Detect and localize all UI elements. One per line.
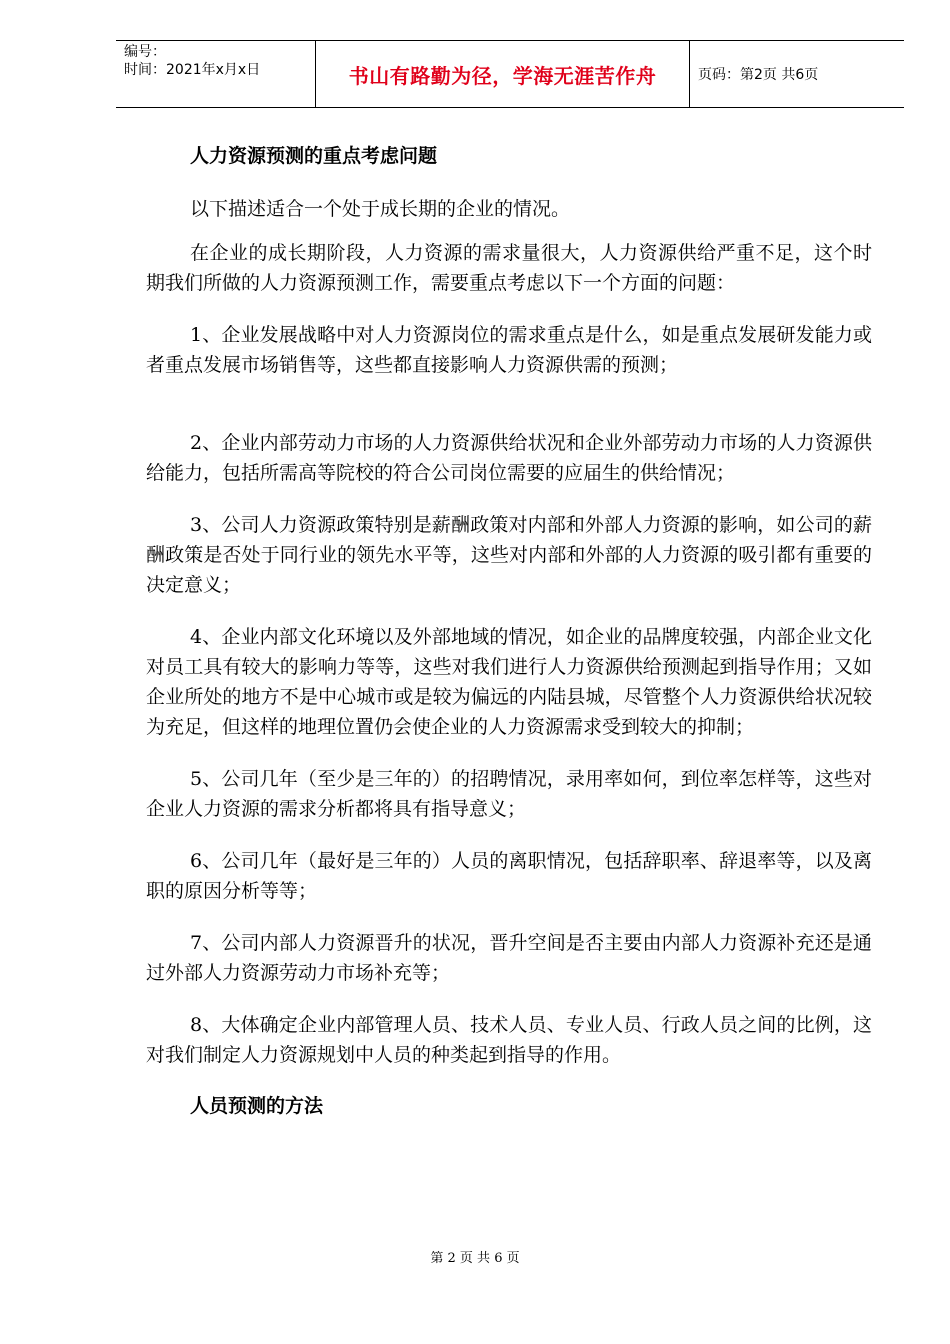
paragraph: 以下描述适合一个处于成长期的企业的情况。 — [190, 198, 571, 220]
header-page-info: 页码：第2页 共6页 — [698, 67, 819, 83]
page-header — [116, 40, 904, 108]
paragraph: 8、大体确定企业内部管理人员、技术人员、专业人员、行政人员之间的比例，这对我们制定人力资源规划中人员的种类起到指导的作用。 — [146, 1014, 872, 1066]
paragraph: 6、公司几年（最好是三年的）人员的离职情况，包括辞职率、辞退率等，以及离职的原因分析等等； — [146, 850, 872, 902]
header-meta — [116, 41, 316, 107]
paragraph: 3、公司人力资源政策特别是薪酬政策对内部和外部人力资源的影响，如公司的薪酬政策是否处于同行业的领先水平等，这些对内部和外部的人力资源的吸引都有重要的决定意义； — [146, 514, 872, 596]
section-heading: 人力资源预测的重点考虑问题 — [190, 145, 438, 167]
paragraph: 在企业的成长期阶段，人力资源的需求量很大，人力资源供给严重不足，这个时期我们所做的人力资源预测工作，需要重点考虑以下一个方面的问题： — [146, 242, 872, 294]
time-label: 时间：2021年x月x日 — [124, 62, 261, 78]
number-label: 编号： — [124, 44, 166, 60]
paragraph: 4、企业内部文化环境以及外部地域的情况，如企业的品牌度较强，内部企业文化对员工具有较大的影响力等等，这些对我们进行人力资源供给预测起到指导作用；又如企业所处的地方不是中心城市或是较为偏远的内陆县城，尽管整个人力资源供给状况较为充足，但这样的地理位置仍会使企业的人力资源需求受到较大的抑制； — [146, 626, 872, 738]
document-body — [146, 128, 872, 1122]
paragraph: 1、企业发展战略中对人力资源岗位的需求重点是什么，如是重点发展研发能力或者重点发展市场销售等，这些都直接影响人力资源供需的预测； — [146, 324, 872, 376]
page-footer: 第 2 页 共 6 页 — [430, 1251, 520, 1266]
paragraph: 7、公司内部人力资源晋升的状况，晋升空间是否主要由内部人力资源补充还是通过外部人力资源劳动力市场补充等； — [146, 932, 872, 984]
header-motto: 书山有路勤为径，学海无涯苦作舟 — [316, 41, 690, 107]
section-heading: 人员预测的方法 — [190, 1095, 324, 1117]
paragraph: 2、企业内部劳动力市场的人力资源供给状况和企业外部劳动力市场的人力资源供给能力，包括所需高等院校的符合公司岗位需要的应届生的供给情况； — [146, 432, 872, 484]
paragraph: 5、公司几年（至少是三年的）的招聘情况，录用率如何，到位率怎样等，这些对企业人力资源的需求分析都将具有指导意义； — [146, 768, 872, 820]
